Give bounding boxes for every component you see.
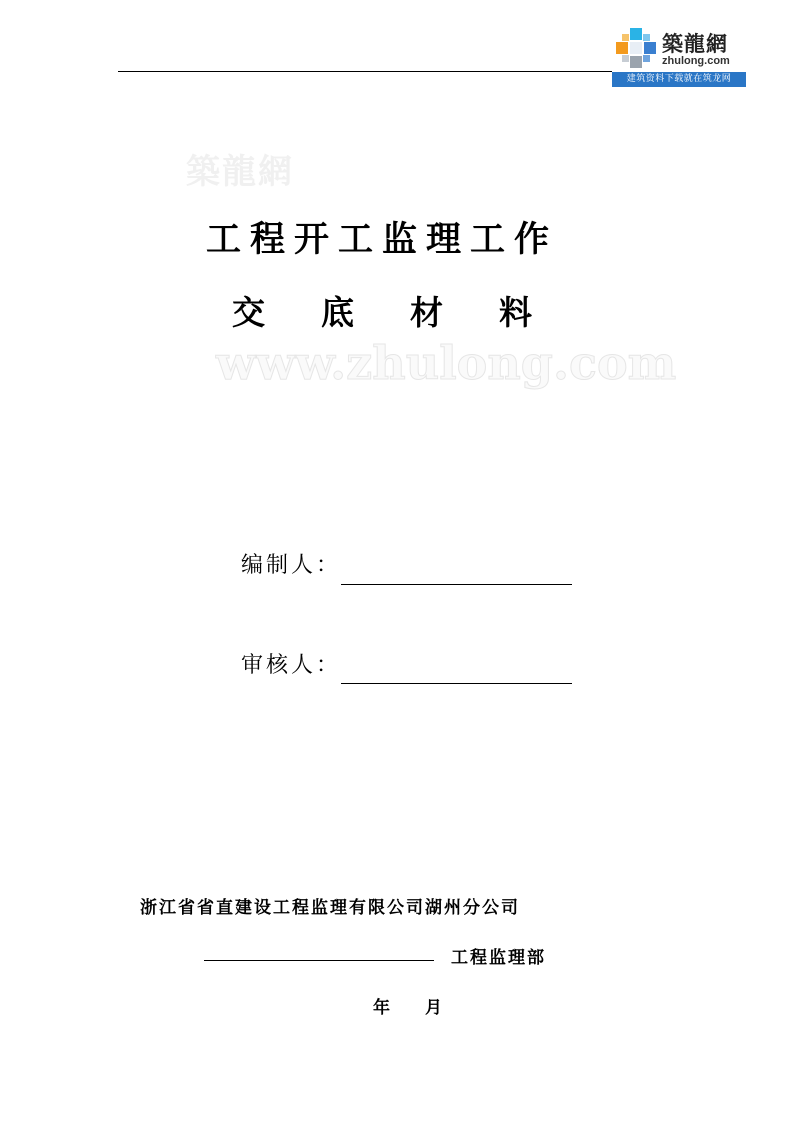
pinwheel-logo-icon bbox=[614, 26, 658, 70]
project-name-line bbox=[204, 960, 434, 961]
watermark-url: www.zhulong.com bbox=[216, 336, 677, 390]
department-label: 工程监理部 bbox=[451, 948, 546, 968]
compiler-signature-line bbox=[341, 584, 572, 585]
header-rule bbox=[118, 71, 612, 72]
date-year-label: 年 bbox=[373, 998, 390, 1018]
document-title-line1: 工程开工监理工作 bbox=[206, 220, 559, 260]
logo-brand-en: zhulong.com bbox=[662, 55, 730, 67]
zhulong-logo bbox=[612, 24, 746, 88]
logo-brand-cn: 築龍網 bbox=[662, 31, 728, 56]
reviewer-label: 审核人： bbox=[241, 653, 342, 678]
document-title-line2: 交底材料 bbox=[232, 293, 588, 332]
date-month-label: 月 bbox=[425, 998, 442, 1018]
reviewer-signature-line bbox=[341, 683, 572, 684]
logo-slogan: 建筑资料下载就在筑龙网 bbox=[612, 72, 746, 87]
company-name: 浙江省省直建设工程监理有限公司湖州分公司 bbox=[140, 898, 520, 918]
compiler-label: 编制人： bbox=[241, 553, 342, 578]
watermark-brand: 築龍網 bbox=[186, 152, 294, 192]
